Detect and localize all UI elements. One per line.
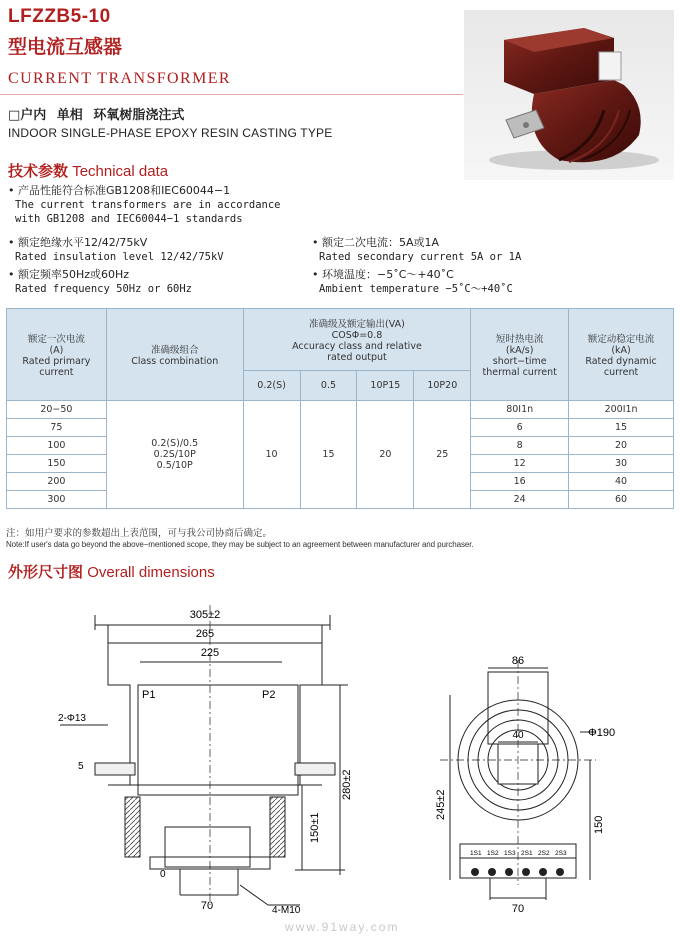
header-accuracy-cn: 准确级及额定输出(VA) (309, 319, 405, 330)
header-accuracy-output (243, 309, 471, 371)
tech-item-3: • 额定频率50Hz或60Hz Rated frequency 50Hz or 60Hz (8, 268, 193, 295)
tech-item-5: • 环境温度：−5˚C～+40˚C Ambient temperature −5˚C～+40˚C (312, 268, 513, 295)
watermark: www.91way.com (285, 920, 400, 934)
cell-thermal: 24 (471, 491, 569, 509)
spec-table (6, 308, 674, 509)
tech-heading-cn: 技术参数 (8, 162, 69, 180)
title-divider (0, 94, 463, 95)
header-dynamic-unit: (kA) (611, 345, 631, 356)
front-view-drawing (0, 585, 400, 920)
header-sub-10p15: 10P15 (357, 371, 414, 401)
cell-output-10p20: 25 (414, 401, 471, 509)
header-thermal-en2: thermal current (482, 367, 557, 378)
class-combo-2: 0.2S/10P (153, 449, 196, 460)
cell-current: 100 (7, 437, 107, 455)
dim-5: 5 (78, 761, 84, 772)
tech-item-2-cn: 额定绝缘水平12/42/75kV (18, 236, 148, 249)
header-thermal-en1: short−time (492, 356, 547, 367)
cell-thermal: 6 (471, 419, 569, 437)
header-primary-en1: Rated primary (22, 356, 91, 367)
dim-zero: 0 (160, 869, 166, 880)
cell-current: 200 (7, 473, 107, 491)
dim-305: 305±2 (189, 609, 221, 621)
header-class-combination (106, 309, 243, 401)
tech-item-2: • 额定绝缘水平12/42/75kV Rated insulation level 12/42/75kV (8, 236, 224, 263)
cell-output-02s: 10 (243, 401, 300, 509)
dim-150: 150±1 (309, 812, 321, 843)
dim-side-70: 70 (511, 903, 525, 915)
table-row (7, 401, 674, 419)
header-class-en: Class combination (131, 356, 219, 367)
header-dynamic-cn: 额定动稳定电流 (587, 334, 655, 345)
dims-heading (8, 561, 215, 582)
cell-thermal: 80I1n (471, 401, 569, 419)
header-sub-10p20: 10P20 (414, 371, 471, 401)
header-dynamic-en1: Rated dynamic (585, 356, 657, 367)
cell-dynamic: 40 (569, 473, 674, 491)
dims-heading-en: Overall dimensions (87, 564, 215, 581)
header-accuracy-en2: rated output (327, 352, 387, 363)
tech-item-3-en: Rated frequency 50Hz or 60Hz (15, 283, 193, 295)
header-primary-cn: 额定一次电流 (27, 334, 85, 345)
cell-dynamic: 15 (569, 419, 674, 437)
cell-class-combination (106, 401, 243, 509)
tech-heading-en: Technical data (72, 163, 169, 180)
cell-output-10p15: 20 (357, 401, 414, 509)
header-accuracy-en1: Accuracy class and relative (292, 341, 422, 352)
tech-item-4-cn: 额定二次电流：5A或1A (322, 236, 440, 249)
cell-thermal: 8 (471, 437, 569, 455)
cell-thermal: 12 (471, 455, 569, 473)
note-cn: 注：如用户要求的参数超出上表范围，可与我公司协商后确定。 (6, 528, 273, 539)
note-en: Note:If user's data go beyond the above−mentioned scope, they may be subject to an agreement between manufacturer and purchaser. (6, 540, 474, 549)
dim-hole: 2-Φ13 (58, 713, 86, 724)
header-accuracy-cos: COSΦ=0.8 (331, 330, 383, 341)
header-class-cn: 准确级组合 (150, 345, 199, 356)
cell-thermal: 16 (471, 473, 569, 491)
tech-item-3-cn: 额定频率50Hz或60Hz (18, 268, 130, 281)
header-sub-05: 0.5 (300, 371, 357, 401)
dim-245: 245±2 (435, 789, 447, 820)
header-dynamic-en2: current (603, 367, 639, 378)
tech-heading (8, 160, 168, 181)
terminal-2s1: 2S1 (521, 850, 533, 857)
terminal-1s3: 1S3 (504, 850, 516, 857)
header-thermal-cn: 短时热电流 (495, 334, 544, 345)
cell-dynamic: 200I1n (569, 401, 674, 419)
page-title-cn: 型电流互感器 (8, 36, 123, 58)
tech-item-1-en1: The current transformers are in accordance (15, 199, 281, 211)
terminal-1s2: 1S2 (487, 850, 499, 857)
cell-current: 150 (7, 455, 107, 473)
cell-current: 20−50 (7, 401, 107, 419)
terminal-2s3: 2S3 (555, 850, 567, 857)
cell-dynamic: 60 (569, 491, 674, 509)
dim-40: 40 (512, 730, 524, 741)
subtitle-en: INDOOR SINGLE-PHASE EPOXY RESIN CASTING TYPE (8, 126, 333, 140)
header-primary-en2: current (39, 367, 74, 378)
dim-225: 225 (200, 647, 220, 659)
page-title-en: CURRENT TRANSFORMER (8, 70, 231, 87)
cell-dynamic: 20 (569, 437, 674, 455)
header-thermal-current (471, 309, 569, 401)
header-thermal-unit: (kA/s) (505, 345, 534, 356)
class-combo-1: 0.2(S)/0.5 (151, 438, 199, 449)
dims-heading-cn: 外形尺寸图 (8, 563, 84, 581)
dim-86: 86 (511, 655, 525, 667)
header-primary-unit: (A) (49, 345, 64, 356)
cell-output-05: 15 (300, 401, 357, 509)
terminal-1s1: 1S1 (470, 850, 482, 857)
dim-bolt: 4-M10 (272, 905, 301, 916)
dim-side-150: 150 (593, 815, 605, 834)
cell-current: 300 (7, 491, 107, 509)
dim-dia190: Φ190 (588, 727, 616, 739)
dim-70: 70 (200, 900, 214, 912)
dim-265: 265 (195, 628, 215, 640)
cell-current: 75 (7, 419, 107, 437)
label-p1: P1 (142, 689, 156, 701)
tech-item-4: • 额定二次电流：5A或1A Rated secondary current 5A or 1A (312, 236, 522, 263)
class-combo-3: 0.5/10P (156, 460, 193, 471)
header-dynamic-current (569, 309, 674, 401)
terminal-2s2: 2S2 (538, 850, 550, 857)
model-number: LFZZB5-10 (8, 6, 111, 27)
tech-item-2-en: Rated insulation level 12/42/75kV (15, 251, 224, 263)
tech-item-4-en: Rated secondary current 5A or 1A (319, 251, 522, 263)
header-sub-02s: 0.2(S) (243, 371, 300, 401)
tech-item-5-en: Ambient temperature −5˚C～+40˚C (319, 283, 513, 295)
label-p2: P2 (262, 689, 276, 701)
product-photo (464, 10, 674, 180)
dim-280: 280±2 (341, 769, 353, 800)
subtitle-cn: □户内 单相 环氧树脂浇注式 (8, 108, 185, 123)
header-primary-current (7, 309, 107, 401)
cell-dynamic: 30 (569, 455, 674, 473)
tech-item-5-cn: 环境温度：−5˚C～+40˚C (322, 268, 454, 281)
side-view-drawing (430, 650, 670, 920)
tech-item-1-cn: 产品性能符合标准GB1208和IEC60044−1 (18, 184, 231, 197)
tech-item-1: • 产品性能符合标准GB1208和IEC60044−1 The current transformers are in accordance with GB1208 and IEC60044−1 standards (8, 184, 281, 225)
tech-item-1-en2: with GB1208 and IEC60044−1 standards (15, 213, 243, 225)
